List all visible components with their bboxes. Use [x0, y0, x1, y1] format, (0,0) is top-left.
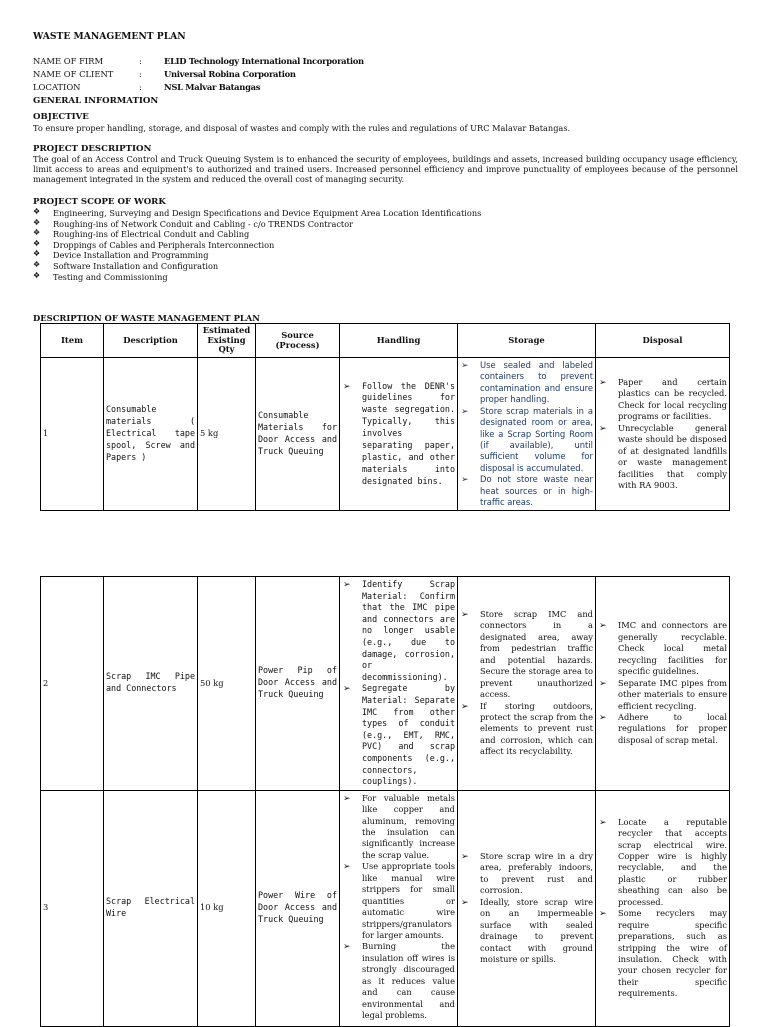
- cell-item: 3: [41, 790, 104, 1026]
- info-colon: :: [139, 69, 142, 79]
- diamond-bullet-icon: ❖: [33, 228, 41, 238]
- cell-handling: [340, 790, 458, 1026]
- cell-handling: [340, 357, 458, 510]
- cell-source: Power Wire of Door Access and Truck Queuing: [256, 790, 340, 1026]
- disposal-bullet: ➢ Unrecyclable general waste should be disposed of at designated landfills or waste management facilities that comply with RA 9003.: [599, 422, 727, 490]
- disposal-bullet: ➢ Some recyclers may require specific preparations, such as stripping the wire of insulation. Check with your chosen recycler for their specific requirements.: [599, 908, 727, 999]
- arrow-bullet-icon: ➢: [599, 621, 607, 632]
- arrow-bullet-icon: ➢: [599, 378, 607, 389]
- cell-storage: [458, 577, 596, 791]
- arrow-bullet-icon: ➢: [461, 475, 469, 486]
- disposal-bullet: ➢ Separate IMC pipes from other materials to ensure efficient recycling.: [599, 677, 727, 711]
- header-source: Source (Process): [256, 324, 340, 358]
- header-disposal: Disposal: [596, 324, 730, 358]
- storage-bullet: ➢ Use sealed and labeled containers to prevent contamination and ensure proper handling.: [461, 359, 593, 405]
- project-description-text: The goal of an Access Control and Truck Queuing System is to enhanced the security of employees, buildings and assets, increased building occupancy usage efficiency, limit access to areas and equipment's to authorized and trained users. Increased personnel efficiency and improve punctuality of employees because of the personnel management integrated in the system and reduced the overall cost of managing security.: [33, 154, 738, 184]
- handling-bullet: ➢ Use appropriate tools like manual wire strippers for small quantities or automatic wire strippers/granulators for larger amounts.: [343, 861, 455, 940]
- arrow-bullet-icon: ➢: [461, 610, 469, 620]
- cell-source: Power Pip of Door Access and Truck Queuing: [256, 577, 340, 791]
- table-row: [41, 790, 730, 1026]
- cell-description: Scrap Electrical Wire: [104, 790, 198, 1026]
- arrow-bullet-icon: ➢: [343, 684, 351, 695]
- storage-bullet: ➢ Do not store waste near heat sources or in high-traffic areas.: [461, 474, 593, 508]
- arrow-bullet-icon: ➢: [599, 909, 607, 920]
- table-header-row: [41, 324, 730, 358]
- storage-bullet: ➢ Store scrap wire in a dry area, preferably indoors, to prevent rust and corrosion.: [461, 851, 593, 896]
- cell-description: Consumable materials ( Electrical tape spool, Screw and Papers ): [104, 357, 198, 510]
- handling-bullet: ➢ Identify Scrap Material: Confirm that the IMC pipe and connectors are no longer usable (e.g., due to damage, corrosion, or decommissioning).: [343, 579, 455, 682]
- arrow-bullet-icon: ➢: [343, 862, 351, 873]
- arrow-bullet-icon: ➢: [343, 942, 351, 953]
- objective-heading: OBJECTIVE: [33, 112, 89, 122]
- cell-description: Scrap IMC Pipe and Connectors: [104, 577, 198, 791]
- scope-item: ❖ Roughing-ins of Network Conduit and Cabling - c/o TRENDS Contractor: [33, 217, 354, 229]
- arrow-bullet-icon: ➢: [461, 897, 469, 908]
- disposal-bullet: ➢ Locate a reputable recycler that accepts scrap electrical wire. Copper wire is highly recyclable, and the plastic or rubber sheathing can also be processed.: [599, 816, 727, 907]
- handling-bullet: ➢ Follow the DENR's guidelines for waste segregation. Typically, this involves separating paper, plastic, and other materials into designated bins.: [343, 380, 455, 486]
- cell-source: Consumable Materials for Door Access and Truck Queuing: [256, 357, 340, 510]
- arrow-bullet-icon: ➢: [461, 701, 469, 712]
- disposal-bullet: ➢ Adhere to local regulations for proper disposal of scrap metal.: [599, 711, 727, 745]
- scope-item: ❖ Engineering, Surveying and Design Specifications and Device Equipment Area Location Identifications: [33, 207, 482, 218]
- document-title: WASTE MANAGEMENT PLAN: [33, 31, 186, 42]
- info-label: NAME OF FIRM: [33, 56, 104, 66]
- handling-bullet: ➢ Segregate by Material: Separate IMC from other types of conduit (e.g., EMT, RMC, PVC) and scrap components (e.g., connectors, couplings).: [343, 683, 455, 787]
- waste-table-part-1: [40, 323, 730, 511]
- cell-storage: [458, 357, 596, 510]
- cell-handling: [340, 577, 458, 791]
- arrow-bullet-icon: ➢: [461, 360, 469, 371]
- cell-disposal: [596, 577, 730, 791]
- diamond-bullet-icon: ❖: [33, 238, 41, 248]
- general-info-heading: GENERAL INFORMATION: [33, 96, 159, 106]
- scope-item: ❖ Droppings of Cables and Peripherals Interconnection: [33, 238, 275, 250]
- cell-storage: [458, 790, 596, 1026]
- arrow-bullet-icon: ➢: [461, 406, 469, 417]
- cell-qty: 10 kg: [198, 790, 256, 1026]
- handling-bullet: ➢ Burning the insulation off wires is strongly discouraged as it reduces value and can cause environmental and legal problems.: [343, 941, 455, 1020]
- cell-disposal: [596, 790, 730, 1026]
- arrow-bullet-icon: ➢: [343, 580, 351, 590]
- objective-text: To ensure proper handling, storage, and disposal of wastes and comply with the rules and regulations of URC Malavar Batangas.: [33, 123, 571, 133]
- handling-bullet: ➢ For valuable metals like copper and aluminum, removing the insulation can significantly increase the scrap value.: [343, 792, 455, 860]
- diamond-bullet-icon: ❖: [33, 217, 41, 227]
- diamond-bullet-icon: ❖: [33, 270, 41, 280]
- arrow-bullet-icon: ➢: [343, 381, 351, 392]
- info-value: ELID Technology International Incorporation: [164, 56, 364, 66]
- table-row: [41, 577, 730, 791]
- info-value: Universal Robina Corporation: [164, 69, 296, 79]
- info-value: NSL Malvar Batangas: [164, 82, 261, 92]
- arrow-bullet-icon: ➢: [599, 423, 607, 434]
- cell-qty: 5 kg: [198, 357, 256, 510]
- scope-item: ❖ Roughing-ins of Electrical Conduit and Cabling: [33, 228, 250, 240]
- diamond-bullet-icon: ❖: [33, 259, 41, 269]
- scope-item: ❖ Device Installation and Programming: [33, 249, 209, 261]
- storage-bullet: ➢ If storing outdoors, protect the scrap from the elements to prevent rust and corrosion, which can affect its recyclability.: [461, 700, 593, 757]
- header-qty: Estimated Existing Qty: [198, 324, 256, 358]
- cell-item: 2: [41, 577, 104, 791]
- scope-list: [33, 208, 481, 282]
- diamond-bullet-icon: ❖: [33, 249, 41, 259]
- cell-qty: 50 kg: [198, 577, 256, 791]
- cell-disposal: [596, 357, 730, 510]
- scope-item: ❖ Software Installation and Configuration: [33, 259, 219, 271]
- header-handling: Handling: [340, 324, 458, 358]
- info-colon: :: [139, 56, 142, 66]
- storage-bullet: ➢ Store scrap IMC and connectors in a designated area, away from pedestrian traffic and potential hazards. Secure the storage area to prevent unauthorized access.: [461, 609, 593, 700]
- cell-item: 1: [41, 357, 104, 510]
- project-description-heading: PROJECT DESCRIPTION: [33, 144, 152, 154]
- scope-heading: PROJECT SCOPE OF WORK: [33, 197, 166, 207]
- header-item: Item: [41, 324, 104, 358]
- arrow-bullet-icon: ➢: [461, 852, 469, 862]
- header-description: Description: [104, 324, 198, 358]
- arrow-bullet-icon: ➢: [599, 678, 607, 689]
- diamond-bullet-icon: ❖: [33, 207, 41, 216]
- table-row: [41, 357, 730, 510]
- info-label: LOCATION: [33, 82, 81, 92]
- waste-table-part-2: [40, 576, 730, 1027]
- arrow-bullet-icon: ➢: [599, 712, 607, 723]
- disposal-bullet: ➢ Paper and certain plastics can be recycled. Check for local recycling programs or facilities.: [599, 377, 727, 422]
- info-label: NAME OF CLIENT: [33, 69, 114, 79]
- table-title: DESCRIPTION OF WASTE MANAGEMENT PLAN: [33, 313, 260, 323]
- storage-bullet: ➢ Store scrap materials in a designated room or area, like a Scrap Sorting Room (if available), until sufficient volume for disposal is accumulated.: [461, 405, 593, 473]
- header-storage: Storage: [458, 324, 596, 358]
- info-colon: :: [139, 82, 142, 92]
- disposal-bullet: ➢ IMC and connectors are generally recyclable. Check local metal recycling facilities for specific guidelines.: [599, 620, 727, 677]
- arrow-bullet-icon: ➢: [599, 817, 607, 828]
- scope-item: ❖ Testing and Commissioning: [33, 270, 168, 282]
- storage-bullet: ➢ Ideally, store scrap wire on an impermeable surface with sealed drainage to prevent contact with ground moisture or spills.: [461, 896, 593, 964]
- arrow-bullet-icon: ➢: [343, 793, 351, 804]
